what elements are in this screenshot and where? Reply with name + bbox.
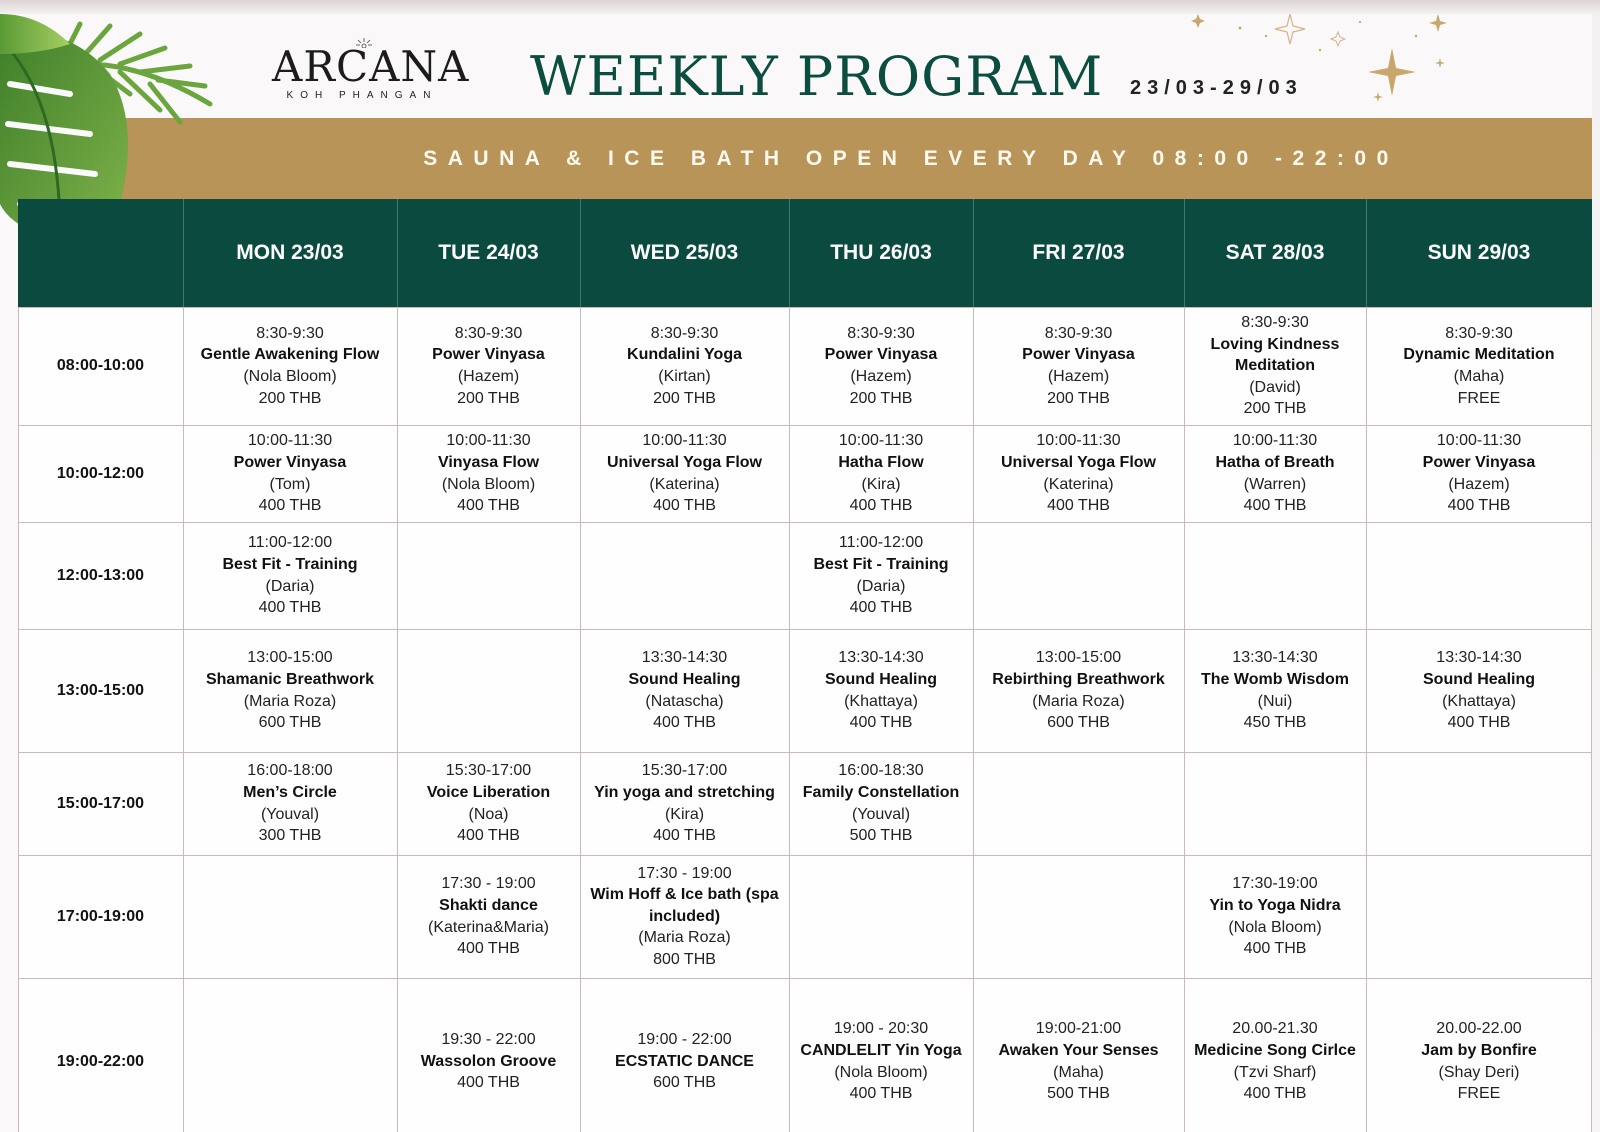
class-price: 400 THB <box>653 497 716 515</box>
instructor: (Maha) <box>1453 368 1505 385</box>
class-time: 13:30-14:30 <box>1232 649 1318 667</box>
class-time: 15:30-17:00 <box>445 762 532 780</box>
class-cell <box>973 978 1184 1132</box>
class-cell <box>973 629 1184 752</box>
class-name: Sound Healing <box>1423 670 1535 688</box>
class-name: The Womb Wisdom <box>1201 670 1349 688</box>
arcana-logo <box>272 42 470 104</box>
class-name: Jam by Bonfire <box>1421 1041 1537 1059</box>
header-divider <box>1366 199 1367 307</box>
class-name: Universal Yoga Flow <box>1000 453 1156 471</box>
class-cell <box>973 307 1184 425</box>
instructor: (Youval) <box>851 805 911 823</box>
class-name: Power Vinyasa <box>1422 453 1536 471</box>
class-name: Gentle Awakening Flow <box>200 346 380 364</box>
class-cell <box>1184 629 1366 752</box>
class-price: 400 THB <box>653 827 716 845</box>
class-name: ECSTATIC DANCE <box>615 1052 754 1070</box>
class-time: 11:00-12:00 <box>838 534 924 552</box>
class-time: 8:30-9:30 <box>256 324 324 342</box>
instructor: (Kira) <box>861 475 901 493</box>
class-price: 500 THB <box>849 827 913 845</box>
class-cell <box>580 307 789 425</box>
class-name: Power Vinyasa <box>824 346 938 364</box>
class-name: Wassolon Groove <box>420 1052 557 1070</box>
class-name: Power Vinyasa <box>432 346 545 364</box>
instructor: (Tzvi Sharf) <box>1233 1063 1317 1081</box>
class-price: 450 THB <box>1243 714 1307 732</box>
instructor: (Hazem) <box>1448 475 1510 493</box>
class-price: FREE <box>1457 389 1501 407</box>
class-price: 400 THB <box>849 497 913 515</box>
instructor: (Shay Deri) <box>1438 1063 1520 1081</box>
class-time: 17:30-19:00 <box>1232 875 1318 893</box>
day-header: SAT 28/03 <box>1225 241 1325 264</box>
class-cell <box>397 752 580 855</box>
class-price: 500 THB <box>1047 1085 1110 1103</box>
class-name: Best Fit - Training <box>813 555 949 573</box>
class-time: 19:00-21:00 <box>1035 1020 1122 1038</box>
instructor: (Katerina) <box>649 475 720 493</box>
class-time: 13:30-14:30 <box>641 649 728 667</box>
class-name: Men’s Circle <box>243 783 337 801</box>
time-slot-label: 12:00-13:00 <box>56 566 145 584</box>
class-cell <box>1184 855 1366 978</box>
class-name: Hatha Flow <box>838 453 924 471</box>
class-name: Family Constellation <box>802 783 960 801</box>
class-cell <box>1366 978 1592 1132</box>
class-time: 16:00-18:00 <box>247 762 333 780</box>
class-cell <box>397 425 580 522</box>
class-time: 17:30 - 19:00 <box>637 864 732 882</box>
instructor: (Katerina) <box>1043 475 1114 493</box>
instructor: (Natascha) <box>645 692 724 710</box>
header-divider <box>789 199 790 307</box>
class-time: 8:30-9:30 <box>1044 324 1113 342</box>
class-time: 10:00-11:30 <box>642 432 727 450</box>
class-cell <box>1366 307 1592 425</box>
time-slot-label: 17:00-19:00 <box>56 907 145 925</box>
time-slot-label: 13:00-15:00 <box>56 681 145 699</box>
page-title: WEEKLY PROGRAM <box>530 45 1104 108</box>
class-price: 400 THB <box>1243 940 1307 958</box>
instructor: (Nola Bloom) <box>834 1063 928 1081</box>
class-price: 400 THB <box>1243 1085 1307 1103</box>
class-price: 400 THB <box>258 497 322 515</box>
class-price: 600 THB <box>653 1074 716 1092</box>
class-time: 11:00-12:00 <box>247 534 333 552</box>
class-name: Power Vinyasa <box>233 453 347 471</box>
class-time: 10:00-11:30 <box>1232 432 1318 450</box>
class-time: 20.00-22.00 <box>1436 1020 1522 1038</box>
empty-cell <box>1184 752 1366 855</box>
class-time: 19:00 - 20:30 <box>833 1020 929 1038</box>
empty-cell <box>397 522 580 629</box>
header-divider <box>580 199 581 307</box>
day-header: TUE 24/03 <box>438 241 539 264</box>
class-time: 8:30-9:30 <box>847 324 915 342</box>
time-slot-label: 15:00-17:00 <box>56 794 145 812</box>
class-price: 400 THB <box>849 1085 913 1103</box>
class-name: Universal Yoga Flow <box>606 453 762 471</box>
time-slot-label: 08:00-10:00 <box>56 357 145 374</box>
class-cell <box>789 522 973 629</box>
class-name: Vinyasa Flow <box>437 453 540 471</box>
header-divider <box>397 199 398 307</box>
class-price: 400 THB <box>1447 714 1511 732</box>
logo-location: KOH PHANGAN <box>286 90 438 101</box>
empty-cell <box>1184 522 1366 629</box>
class-name: Sound Healing <box>825 670 937 688</box>
class-name: Shamanic Breathwork <box>205 670 375 688</box>
instructor: (Maria Roza) <box>243 692 337 710</box>
class-name: Hatha of Breath <box>1215 453 1335 471</box>
class-price: 600 THB <box>1047 714 1110 732</box>
empty-cell <box>397 629 580 752</box>
class-price: 400 THB <box>653 714 716 732</box>
class-price: 400 THB <box>457 940 520 958</box>
class-price: 400 THB <box>1447 497 1511 515</box>
class-time: 8:30-9:30 <box>650 324 719 342</box>
class-time: 10:00-11:30 <box>247 432 333 450</box>
empty-cell <box>580 522 789 629</box>
class-cell <box>789 978 973 1132</box>
class-cell <box>183 629 397 752</box>
class-time: 10:00-11:30 <box>838 432 924 450</box>
sparkle-star-icon <box>1180 14 1500 114</box>
class-price: 200 THB <box>258 389 322 407</box>
class-time: 16:00-18:30 <box>838 762 924 780</box>
instructor: (Khattaya) <box>1442 692 1516 710</box>
class-price: 400 THB <box>849 599 913 617</box>
class-price: 400 THB <box>849 714 913 732</box>
sauna-banner <box>100 118 1592 199</box>
class-cell <box>1184 978 1366 1132</box>
class-name: Rebirthing Breathwork <box>992 670 1165 688</box>
instructor: (Hazem) <box>457 368 520 385</box>
instructor: (Daria) <box>856 577 906 595</box>
class-cell <box>1366 425 1592 522</box>
banner-text: SAUNA & ICE BATH OPEN EVERY DAY 08:00 -22:00 <box>423 147 1399 170</box>
empty-cell <box>1366 855 1592 978</box>
class-price: 400 THB <box>258 599 322 617</box>
class-price: 600 THB <box>258 714 322 732</box>
class-time: 8:30-9:30 <box>454 324 523 342</box>
class-cell <box>580 855 789 978</box>
date-range: 23/03-29/03 <box>1130 77 1303 99</box>
instructor: (Maria Roza) <box>638 929 731 947</box>
class-price: 200 THB <box>1047 389 1110 407</box>
class-cell <box>580 978 789 1132</box>
class-cell <box>789 307 973 425</box>
class-name: Awaken Your Senses <box>998 1041 1159 1059</box>
schedule-table <box>18 199 1592 1132</box>
class-price: 200 THB <box>653 389 716 407</box>
instructor: (Nola Bloom) <box>1228 918 1322 936</box>
class-time: 8:30-9:30 <box>1241 314 1309 332</box>
empty-cell <box>973 752 1184 855</box>
class-time: 13:30-14:30 <box>1436 649 1522 667</box>
class-cell <box>1184 425 1366 522</box>
class-price: 400 THB <box>1047 497 1110 515</box>
header-divider <box>1184 199 1185 307</box>
class-name: Shakti dance <box>439 896 538 914</box>
instructor: (Katerina&Maria) <box>428 918 549 936</box>
class-time: 10:00-11:30 <box>1036 432 1121 450</box>
class-time: 8:30-9:30 <box>1445 324 1513 342</box>
class-time: 13:00-15:00 <box>1035 649 1122 667</box>
class-price: 800 THB <box>653 950 716 968</box>
instructor: (Nui) <box>1257 692 1293 710</box>
class-cell <box>183 307 397 425</box>
class-time: 19:30 - 22:00 <box>441 1031 536 1049</box>
class-time: 13:30-14:30 <box>838 649 924 667</box>
class-name: Voice Liberation <box>426 783 551 801</box>
class-name: Yin to Yoga Nidra <box>1209 896 1341 914</box>
class-cell <box>580 425 789 522</box>
class-time: 10:00-11:30 <box>446 432 531 450</box>
instructor: (Nola Bloom) <box>243 368 337 385</box>
instructor: (Hazem) <box>1047 368 1110 385</box>
empty-cell <box>1366 522 1592 629</box>
class-cell <box>789 752 973 855</box>
logo-wordmark: ARCANA <box>272 42 470 91</box>
empty-cell <box>183 855 397 978</box>
instructor: (Hazem) <box>850 368 912 385</box>
header-divider <box>183 199 184 307</box>
class-cell <box>397 855 580 978</box>
class-time: 10:00-11:30 <box>1436 432 1522 450</box>
class-time: 17:30 - 19:00 <box>441 875 536 893</box>
class-price: 200 THB <box>849 389 913 407</box>
instructor: (Maria Roza) <box>1032 692 1125 710</box>
empty-cell <box>973 855 1184 978</box>
sun-rays-icon <box>356 38 372 48</box>
class-price: 400 THB <box>457 497 520 515</box>
day-header: FRI 27/03 <box>1032 241 1125 264</box>
day-header: MON 23/03 <box>236 241 344 264</box>
header-divider <box>973 199 974 307</box>
class-price: FREE <box>1457 1085 1501 1103</box>
class-name: Best Fit - Training <box>222 555 358 573</box>
class-price: 200 THB <box>1243 400 1307 418</box>
class-name: Dynamic Meditation <box>1403 346 1555 364</box>
class-name: Kundalini Yoga <box>627 346 742 364</box>
class-name: Power Vinyasa <box>1022 346 1135 364</box>
class-price: 300 THB <box>258 827 322 845</box>
empty-cell <box>1366 752 1592 855</box>
class-cell <box>580 752 789 855</box>
empty-cell <box>973 522 1184 629</box>
class-cell <box>183 425 397 522</box>
time-slot-label: 10:00-12:00 <box>56 464 145 482</box>
class-cell <box>183 752 397 855</box>
instructor: (Maha) <box>1053 1063 1104 1081</box>
empty-cell <box>789 855 973 978</box>
instructor: (Warren) <box>1243 475 1307 493</box>
class-name: Loving Kindness Meditation <box>1210 335 1340 375</box>
class-name: Medicine Song Cirlce <box>1194 1041 1356 1059</box>
class-price: 400 THB <box>1243 497 1307 515</box>
class-cell <box>397 307 580 425</box>
time-slot-label: 19:00-22:00 <box>56 1052 145 1070</box>
empty-cell <box>183 978 397 1132</box>
instructor: (Khattaya) <box>844 692 918 710</box>
class-name: Yin yoga and stretching <box>594 783 775 801</box>
class-time: 19:00 - 22:00 <box>637 1031 732 1049</box>
class-cell <box>580 629 789 752</box>
class-cell <box>183 522 397 629</box>
class-name: CANDLELIT Yin Yoga <box>800 1041 962 1059</box>
instructor: (Tom) <box>269 475 311 493</box>
day-header: THU 26/03 <box>830 241 932 264</box>
program-sheet <box>0 14 1592 1132</box>
class-cell <box>973 425 1184 522</box>
class-name: Wim Hoff & Ice bath (spa included) <box>590 886 779 925</box>
class-time: 13:00-15:00 <box>247 649 333 667</box>
instructor: (Kirtan) <box>658 368 711 385</box>
instructor: (Nola Bloom) <box>441 475 536 493</box>
day-header: SUN 29/03 <box>1427 241 1531 264</box>
instructor: (Youval) <box>260 805 320 823</box>
class-cell <box>789 425 973 522</box>
class-cell <box>1366 629 1592 752</box>
class-cell <box>1184 307 1366 425</box>
class-cell <box>397 978 580 1132</box>
class-name: Sound Healing <box>628 670 741 688</box>
instructor: (Kira) <box>664 805 705 823</box>
instructor: (Noa) <box>468 805 509 823</box>
class-price: 400 THB <box>457 1074 520 1092</box>
day-header: WED 25/03 <box>630 241 739 264</box>
class-price: 400 THB <box>457 827 520 845</box>
instructor: (Daria) <box>265 577 315 595</box>
class-price: 200 THB <box>457 389 520 407</box>
class-time: 15:30-17:00 <box>641 762 728 780</box>
class-time: 20.00-21.30 <box>1232 1020 1318 1038</box>
class-cell <box>789 629 973 752</box>
instructor: (David) <box>1249 378 1301 396</box>
